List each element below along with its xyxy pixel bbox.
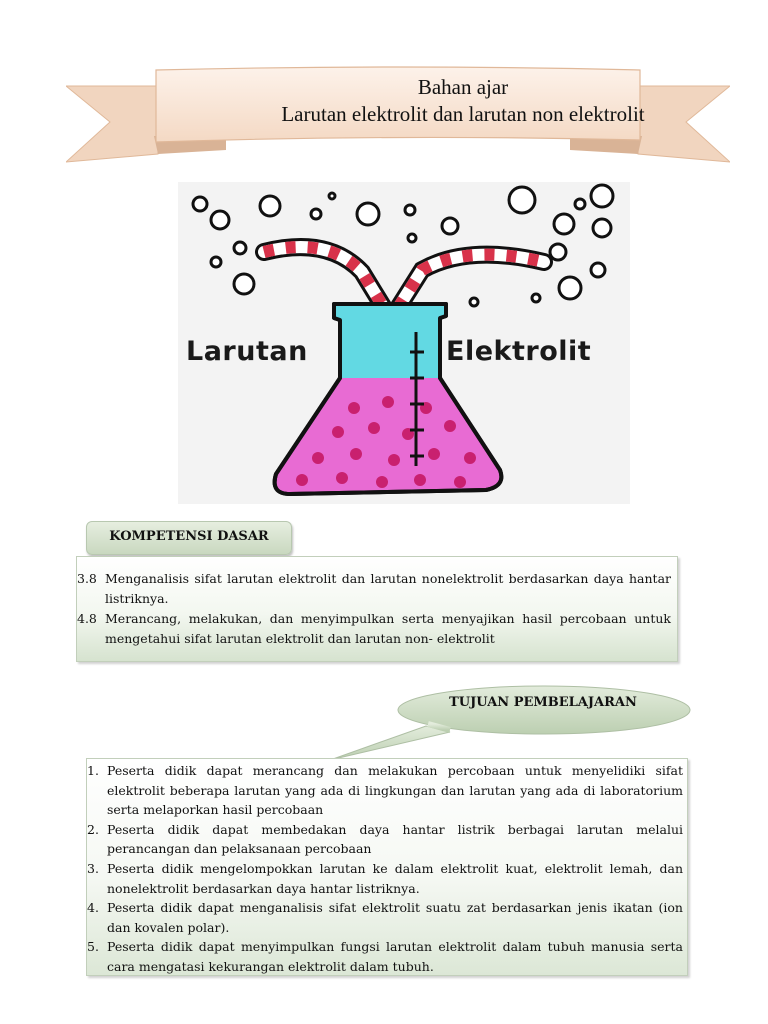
kompetensi-dasar-box	[76, 556, 678, 662]
list-item	[87, 761, 685, 820]
list-item-number: 5.	[87, 939, 99, 955]
list-item	[87, 820, 685, 859]
banner-title-line2: Larutan elektrolit dan larutan non elektrolit	[281, 102, 645, 126]
list-item	[77, 609, 675, 649]
flask	[275, 304, 502, 494]
list-item	[77, 569, 675, 609]
list-item	[87, 898, 685, 937]
straws	[264, 247, 544, 308]
title-banner	[66, 64, 730, 166]
list-item	[87, 937, 685, 976]
tujuan-pembelajaran-callout	[330, 684, 696, 764]
list-item-text: Peserta didik dapat merancang dan melakukan percobaan untuk menyelidiki sifat elektrolit beberapa larutan yang ada di lingkungan dan larutan yang ada di laboratorium serta melaporkan hasil percobaan	[107, 763, 683, 818]
list-item-text: Menganalisis sifat larutan elektrolit dan larutan nonelektrolit berdasarkan daya hantar listriknya.	[105, 571, 671, 606]
illustration-word-elektrolit: Elektrolit	[446, 336, 592, 367]
tujuan-pembelajaran-box	[86, 758, 688, 976]
list-item-number: 4.	[87, 900, 99, 916]
list-item-text: Peserta didik dapat membedakan daya hantar listrik berbagai larutan melalui perancangan dan pelaksanaan percobaan	[107, 821, 683, 857]
kompetensi-dasar-heading: KOMPETENSI DASAR	[86, 521, 292, 555]
kompetensi-dasar-list	[77, 569, 675, 649]
list-item-text: Peserta didik dapat menganalisis sifat elektrolit suatu zat berdasarkan jenis ikatan (ion dan kovalen polar).	[107, 900, 683, 935]
list-item-number: 4.8	[77, 611, 97, 626]
list-item-number: 3.	[87, 860, 99, 876]
banner-title-line1: Bahan ajar	[417, 75, 509, 99]
list-item-text: Peserta didik mengelompokkan larutan ke dalam elektrolit kuat, elektrolit lemah, dan nonelektrolit berdasarkan daya hantar listriknya.	[107, 860, 683, 896]
tujuan-pembelajaran-list	[87, 761, 685, 977]
electrolyte-flask-illustration	[178, 182, 630, 504]
illustration-word-larutan: Larutan	[186, 336, 308, 367]
list-item-text: Peserta didik dapat menyimpulkan fungsi larutan elektrolit dalam tubuh manusia serta cara mengatasi kekurangan elektrolit dalam tubuh.	[107, 939, 683, 974]
list-item-number: 1.	[87, 763, 99, 778]
list-item-number: 3.8	[77, 571, 97, 586]
tujuan-pembelajaran-heading: TUJUAN PEMBELAJARAN	[449, 695, 637, 710]
list-item-number: 2.	[87, 821, 99, 837]
list-item	[87, 859, 685, 898]
list-item-text: Merancang, melakukan, dan menyimpulkan serta menyajikan hasil percobaan untuk mengetahui sifat larutan elektrolit dan larutan non- elektrolit	[105, 611, 671, 646]
